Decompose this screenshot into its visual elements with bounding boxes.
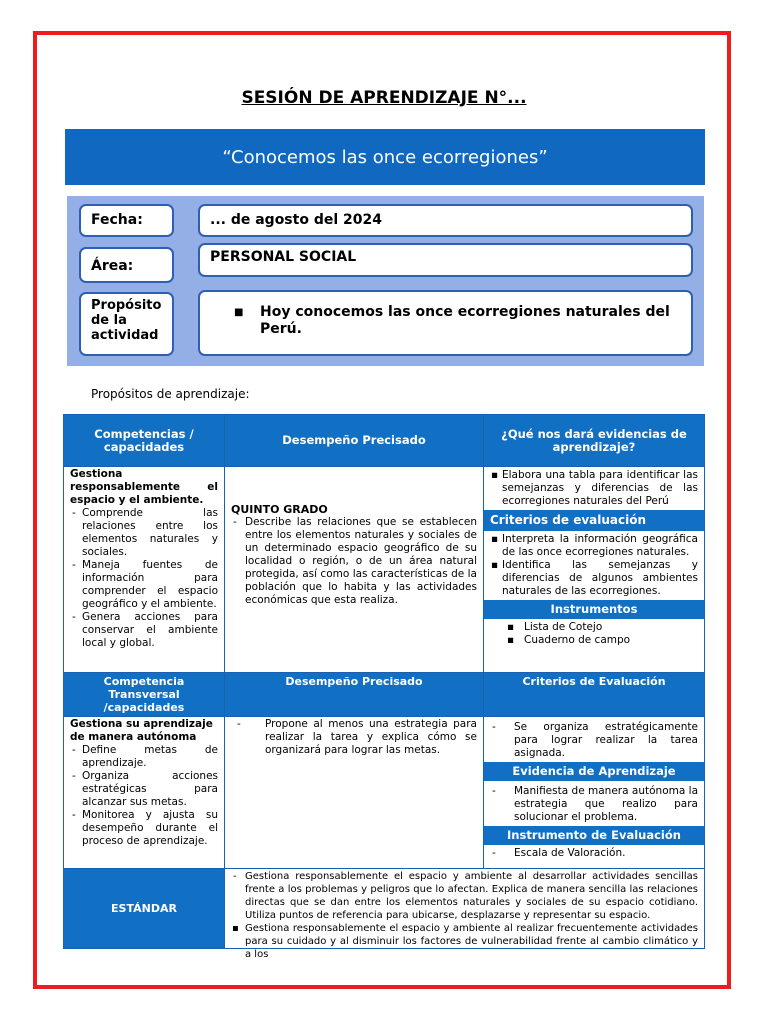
- fecha-field[interactable]: ... de agosto del 2024: [198, 204, 693, 237]
- competencia-title: Gestiona responsablemente el espacio y el ambiente.: [70, 468, 218, 506]
- proposito-text: Hoy conocemos las once ecorregiones naturales del Perú.: [260, 304, 670, 337]
- evidencia-block: [484, 467, 704, 510]
- instrumentos-block: [484, 619, 704, 649]
- transversal-cell: [64, 717, 225, 869]
- criterios-list: [490, 533, 698, 598]
- list-item: - Monitorea y ajusta su desempeño durante el proceso de aprendizaje.: [70, 809, 218, 848]
- head-desempeno: Desempeño Precisado: [225, 415, 484, 467]
- evidencia-list: [490, 469, 698, 508]
- instrumento-evaluacion-block: [484, 845, 704, 862]
- head-desempeno-2: Desempeño Precisado: [225, 673, 484, 717]
- proposito-label: Propósito de la actividad: [79, 292, 174, 356]
- list-item: - Manifiesta de manera autónoma la estrategia que realizo para solucionar el problema.: [490, 785, 698, 824]
- instrumento-evaluacion-title: Instrumento de Evaluación: [484, 826, 704, 845]
- page-title: SESIÓN DE APRENDIZAJE N°...: [241, 88, 527, 108]
- session-name-banner: “Conocemos las once ecorregiones”: [65, 129, 705, 185]
- transversal-list: [70, 744, 218, 848]
- head-evidencias: ¿Qué nos dará evidencias de aprendizaje?: [484, 415, 705, 467]
- estandar-cell: [225, 869, 705, 960]
- evidencia-aprendizaje-title: Evidencia de Aprendizaje: [484, 762, 704, 781]
- list-item: - Genera acciones para conservar el ambiente local y global.: [70, 611, 218, 650]
- evidencia-aprendizaje-block: [484, 781, 704, 826]
- estandar-list: [231, 870, 698, 961]
- list-item: ▪ Cuaderno de campo: [506, 634, 698, 647]
- instrumentos-title: Instrumentos: [484, 600, 704, 619]
- list-item: ▪ Lista de Cotejo: [506, 621, 698, 634]
- propositos-title: Propósitos de aprendizaje:: [91, 387, 250, 401]
- list-item: ▪ Interpreta la información geográfica de las once ecorregiones naturales.: [490, 533, 698, 559]
- bullet-icon: ■: [234, 307, 244, 318]
- list-item: ▪ Gestiona responsablemente el espacio y ambiente al realizar frecuentemente actividades para su cuidado y al disminuir los factores de vulnerabilidad frente al cambio climático y a los: [231, 922, 698, 961]
- list-item: - Se organiza estratégicamente para lograr realizar la tarea asignada.: [490, 721, 698, 760]
- list-item: ▪ Elabora una tabla para identificar las semejanzas y diferencias de las ecorregiones naturales del Perú: [490, 469, 698, 508]
- list-item: - Organiza acciones estratégicas para alcanzar sus metas.: [70, 770, 218, 809]
- transversal-title: Gestiona su aprendizaje de manera autónoma: [70, 718, 213, 743]
- evidencias-cell: [484, 467, 705, 673]
- list-item: - Escala de Valoración.: [490, 847, 698, 860]
- info-panel: [67, 196, 704, 366]
- proposito-field[interactable]: [198, 290, 693, 356]
- list-item: - Maneja fuentes de información para comprender el espacio geográfico y el ambiente.: [70, 559, 218, 611]
- area-label: Área:: [79, 247, 174, 283]
- capacidades-list: [70, 507, 218, 650]
- list-item: - Describe las relaciones que se establecen entre los elementos naturales y sociales de un determinado espacio geográfico de su localidad o región, o de un área natural protegida, así como las características de la población que lo habita y las actividades económicas que esta realiza.: [231, 516, 477, 607]
- instrumentos-list: [506, 621, 698, 647]
- desempeno-cell: [225, 467, 484, 673]
- criterio-2-block: [484, 717, 704, 762]
- estandar-label: ESTÁNDAR: [64, 869, 225, 949]
- competencia-cell: [64, 467, 225, 673]
- desempeno-list: [231, 516, 477, 607]
- list-item: - Define metas de aprendizaje.: [70, 744, 218, 770]
- desempeno-2-cell: [225, 717, 484, 869]
- list-item: ▪ Identifica las semejanzas y diferencias de algunos ambientes naturales de las ecorregiones.: [490, 559, 698, 598]
- criterios-block: [484, 531, 704, 600]
- head-competencias: Competencias / capacidades: [64, 415, 225, 467]
- head-criterios-2: Criterios de Evaluación: [484, 673, 705, 717]
- grado-label: QUINTO GRADO: [231, 503, 328, 516]
- criterios-2-cell: [484, 717, 705, 869]
- propositos-table: [63, 414, 705, 960]
- estandar-content: [231, 870, 698, 960]
- criterio-2-list: [490, 721, 698, 760]
- instrumento-evaluacion-list: [490, 847, 698, 860]
- list-item: - Gestiona responsablemente el espacio y ambiente al desarrollar actividades sencillas frente a los problemas y peligros que lo afectan. Explica de manera sencilla las relaciones directas que se dan entre los elementos naturales y sociales de su espacio cotidiano. Utiliza puntos de referencia para ubicarse, desplazarse y representar su espacio.: [231, 870, 698, 922]
- list-item: - Comprende las relaciones entre los elementos naturales y sociales.: [70, 507, 218, 559]
- list-item: - Propone al menos una estrategia para realizar la tarea y explica cómo se organizará para lograr las metas.: [235, 718, 477, 757]
- fecha-label: Fecha:: [79, 204, 174, 237]
- head-transversal: Competencia Transversal /capacidades: [64, 673, 225, 717]
- criterios-title: Criterios de evaluación: [484, 510, 704, 531]
- area-field[interactable]: PERSONAL SOCIAL: [198, 243, 693, 277]
- desempeno-2-list: [235, 718, 477, 757]
- evidencia-aprendizaje-list: [490, 785, 698, 824]
